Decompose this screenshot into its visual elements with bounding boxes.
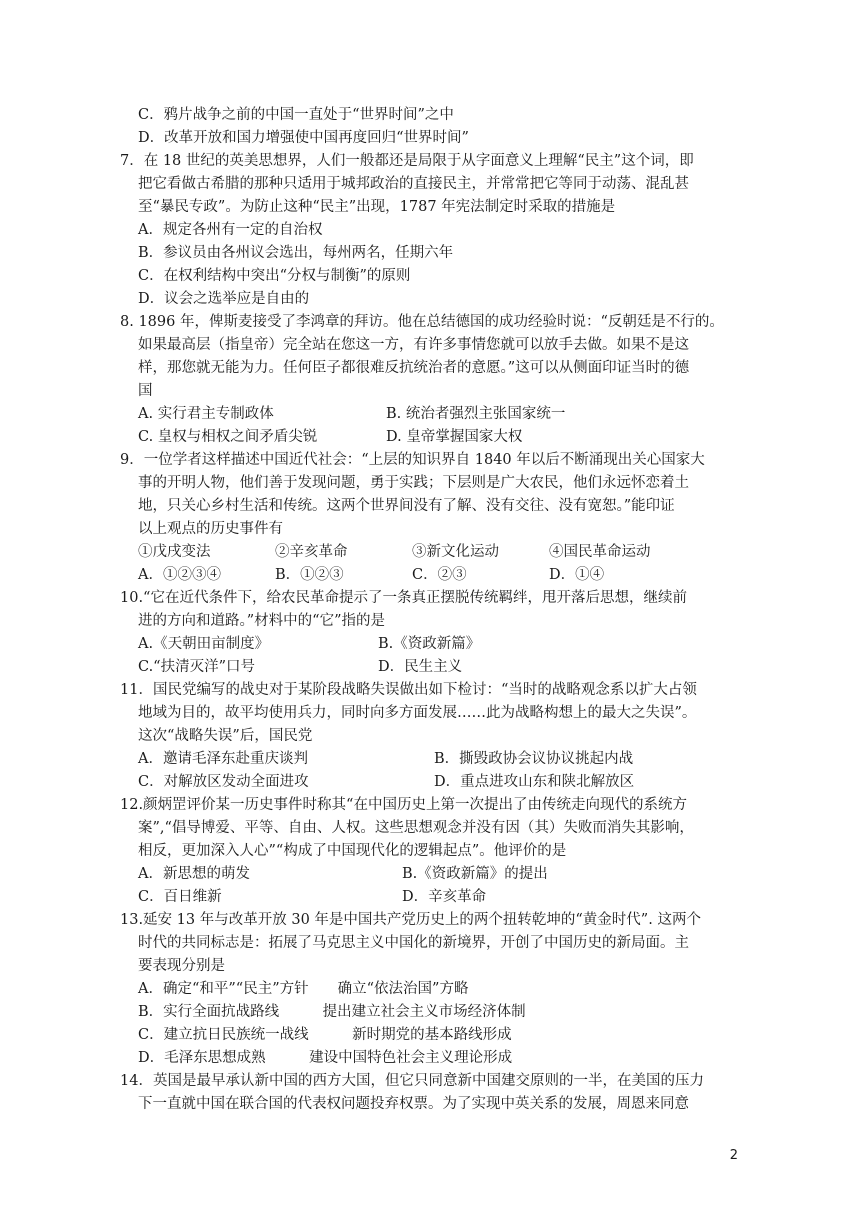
- q13-stem-line-2: 时代的共同标志是：拓展了马克思主义中国化的新境界，开创了中国历史的新局面。主: [138, 935, 689, 951]
- q10-option-d: D．民生主义: [378, 659, 463, 675]
- q9-option-c: C．②③: [412, 567, 467, 583]
- q8-options-row-2: [120, 426, 740, 449]
- q7-option-d: D．议会之选举应是自由的: [138, 291, 310, 307]
- q9-stem-line-3: 地，只关心乡村生活和传统。这两个世界间没有了解、没有交往、没有宽恕。”能印证: [138, 498, 675, 514]
- q9-stem-line-2: 事的开明人物，他们善于发现问题，勇于实践；下层则是广大农民，他们永远怀恋着土: [138, 475, 689, 491]
- q9-events-row: [120, 541, 740, 564]
- q11-options-row-2: [120, 771, 740, 794]
- q9-option-a: A．①②③④: [138, 567, 221, 583]
- q13-stem-line-3: 要表现分别是: [138, 958, 225, 974]
- q8-options-row-1: [120, 403, 740, 426]
- q12-option-d: D．辛亥革命: [402, 889, 487, 905]
- q13-option-d: D．毛泽东思想成熟 建设中国特色社会主义理论形成: [138, 1050, 513, 1066]
- q11-option-c: C．对解放区发动全面进攻: [138, 774, 309, 790]
- q11-stem-line-3: 这次“战略失误”后，国民党: [138, 728, 313, 744]
- q6-option-c: C．鸦片战争之前的中国一直处于“世界时间”之中: [138, 107, 454, 123]
- page-number: 2: [729, 1148, 738, 1163]
- q9-options-row: [120, 564, 740, 587]
- q7-stem-line-1: 7．在 18 世纪的英美思想界，人们一般都还是局限于从字面意义上理解“民主”这个词，即: [120, 153, 694, 169]
- q10-option-a: A.《天朝田亩制度》: [138, 636, 270, 652]
- q9-event-2: ②辛亥革命: [275, 544, 348, 560]
- q12-stem-line-3: 相反，更加深入人心”“构成了中国现代化的逻辑起点”。他评价的是: [138, 843, 567, 859]
- q7-option-b: B．参议员由各州议会选出，每州两名，任期六年: [138, 245, 454, 261]
- q10-options-row-2: [120, 656, 740, 679]
- q9-stem-line-1: 9．一位学者这样描述中国近代社会：“上层的知识界自 1840 年以后不断涌现出关心国家大: [120, 452, 705, 468]
- q7-option-a: A．规定各州有一定的自治权: [138, 222, 323, 238]
- q8-option-d: D. 皇帝掌握国家大权: [386, 429, 523, 445]
- q7-option-c: C．在权利结构中突出“分权与制衡”的原则: [138, 268, 411, 284]
- q8-stem-line-3: 样，那您就无能为力。任何臣子都很难反抗统治者的意愿。”这可以从侧面印证当时的德: [138, 360, 690, 376]
- q14-stem-line-1: 14．英国是最早承认新中国的西方大国，但它只同意新中国建交原则的一半，在美国的压力: [120, 1073, 704, 1089]
- q9-event-1: ①戊戌变法: [138, 544, 211, 560]
- q9-option-d: D．①④: [549, 567, 605, 583]
- q8-option-a: A. 实行君主专制政体: [138, 406, 274, 422]
- q9-event-4: ④国民革命运动: [549, 544, 651, 560]
- q13-stem-line-1: 13.延安 13 年与改革开放 30 年是中国共产党历史上的两个扭转乾坤的“黄金时代”. 这两个: [120, 912, 701, 928]
- page-content: [120, 104, 740, 1116]
- q12-stem-line-1: 12.颜炳罡评价某一历史事件时称其“在中国历史上第一次提出了由传统走向现代的系统方: [120, 797, 687, 813]
- q10-options-row-1: [120, 633, 740, 656]
- q11-stem-line-2: 地域为目的，故平均使用兵力，同时向多方面发展……此为战略构想上的最大之失误”。: [138, 705, 697, 721]
- q7-stem-line-3: 至“暴民专政”。为防止这种“民主”出现，1787 年宪法制定时采取的措施是: [138, 199, 616, 215]
- q11-stem-line-1: 11．国民党编写的战史对于某阶段战略失误做出如下检讨：“当时的战略观念系以扩大占领: [120, 682, 697, 698]
- q12-option-c: C．百日维新: [138, 889, 222, 905]
- q10-stem-line-2: 进的方向和道路。”材料中的“它”指的是: [138, 613, 385, 629]
- q10-option-c: C.“扶清灭洋”口号: [138, 659, 256, 675]
- q11-option-a: A．邀请毛泽东赴重庆谈判: [138, 751, 308, 767]
- q10-stem-line-1: 10.“它在近代条件下，给农民革命提示了一条真正摆脱传统羁绊，甩开落后思想，继续前: [120, 590, 687, 606]
- q8-option-c: C. 皇权与相权之间矛盾尖锐: [138, 429, 318, 445]
- q13-option-c: C．建立抗日民族统一战线 新时期党的基本路线形成: [138, 1027, 512, 1043]
- q9-event-3: ③新文化运动: [412, 544, 499, 560]
- q8-stem-line-1: 8. 1896 年，俾斯麦接受了李鸿章的拜访。他在总结德国的成功经验时说：“反朝廷是不行的。: [120, 314, 724, 330]
- q8-stem-line-2: 如果最高层（指皇帝）完全站在您这一方，有许多事情您就可以放手去做。如果不是这: [138, 337, 689, 353]
- q12-option-b: B.《资政新篇》的提出: [402, 866, 548, 882]
- q7-stem-line-2: 把它看做古希腊的那种只适用于城邦政治的直接民主，并常常把它等同于动荡、混乱甚: [138, 176, 689, 192]
- q12-options-row-1: [120, 863, 740, 886]
- q9-option-b: B．①②③: [275, 567, 344, 583]
- q12-options-row-2: [120, 886, 740, 909]
- q6-option-d: D．改革开放和国力增强使中国再度回归“世界时间”: [138, 130, 469, 146]
- q8-stem-line-4: 国: [138, 383, 153, 399]
- q11-option-d: D．重点进攻山东和陕北解放区: [434, 774, 635, 790]
- q14-stem-line-2: 下一直就中国在联合国的代表权问题投弃权票。为了实现中英关系的发展，周恩来同意: [138, 1096, 689, 1112]
- q12-option-a: A．新思想的萌发: [138, 866, 250, 882]
- q10-option-b: B.《资政新篇》: [378, 636, 481, 652]
- q13-option-a: A．确定“和平”“民主”方针 确立“依法治国”方略: [138, 981, 469, 997]
- q11-options-row-1: [120, 748, 740, 771]
- q12-stem-line-2: 案”,“倡导博爱、平等、自由、人权。这些思想观念并没有因（其）失败而消失其影响，: [138, 820, 694, 836]
- q9-stem-line-4: 以上观点的历史事件有: [138, 521, 283, 537]
- q13-option-b: B．实行全面抗战路线 提出建立社会主义市场经济体制: [138, 1004, 526, 1020]
- q8-option-b: B. 统治者强烈主张国家统一: [386, 406, 566, 422]
- q11-option-b: B．撕毁政协会议协议挑起内战: [434, 751, 634, 767]
